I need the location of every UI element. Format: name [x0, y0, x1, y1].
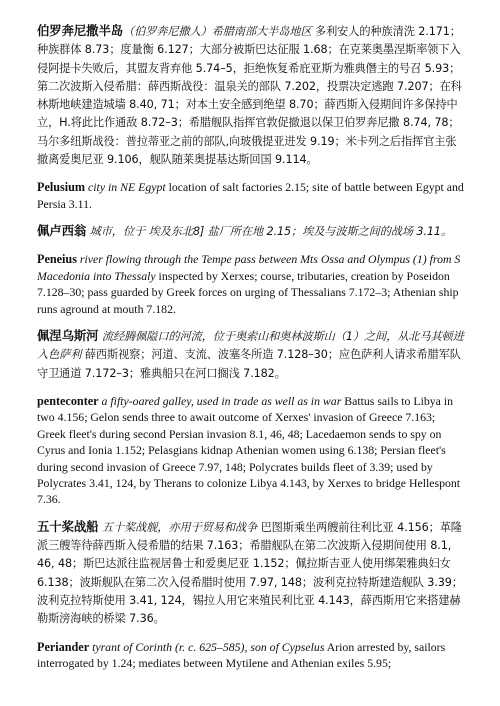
entry-headword: penteconter: [37, 394, 99, 408]
index-entry-penteconter-en: [37, 393, 464, 508]
index-entry-penteconter-zh: [37, 518, 464, 629]
entry-description: （伯罗奔尼撒人）希腊南部大半岛地区: [123, 25, 312, 38]
entry-references: 巴图斯乘坐两艘前往利比亚 4.156；革隆派三艘等待薛西斯入侵希腊的结果 7.163；希腊舰队在第二次波斯入侵期间使用 8.1, 46, 48；斯巴达派往监视居鲁士和爱奥尼亚 1.152；佩拉斯吉亚人使用绑架雅典妇女 6.138；波斯舰队在第二次入侵希腊时使用 7.97, 148；波利克拉特斯建造舰队 3.39；波利克拉特斯使用 3.41, 124，锡拉人用它来殖民利比亚 4.143，薛西斯用它来搭建赫勒斯滂海峡的桥梁 7.36。: [37, 520, 463, 626]
entry-description: river flowing through the Tempe pass between Mts Ossa and Olympus (1) from S Macedonia into Thessaly: [37, 252, 461, 283]
entry-references: 薛西斯视察；河道、支流、波塞冬所造 7.128–30；应色萨利人请求希腊军队守卫通道 7.172–3；雅典船只在河口搁浅 7.182。: [37, 348, 461, 380]
entry-description: 城市，位于 埃及东北8] 盐厂所在地 2.15；埃及与波斯之间的战场 3.11。: [86, 225, 453, 239]
entry-references: Battus sails to Libya in two 4.156; Gelon sends three to await outcome of Xerxes' invasion of Greece 7.163; Greek fleet's during second Persian invasion 8.1, 46, 48; Lacedaemon sends to spy on Cyrus and Ionia 1.152; Pelasgians kidnap Athenian women using 6.138; Persian fleet's during second invasion of Greece 7.97, 148; Polycrates builds fleet of 3.39; used by Polycrates 3.41, 124, by Therans to colonize Libya 4.143, by Xerxes to bridge Hellespont 7.36.: [37, 394, 461, 507]
entry-description: 五十桨战舰，亦用于贸易和战争: [98, 520, 258, 534]
index-entry-peneius-zh: [37, 327, 464, 383]
entry-description: tyrant of Corinth (r. c. 625–585), son of Cypselus: [89, 639, 325, 654]
entry-references: Arion arrested by, sailors interrogated by 1.24; mediates between Mytilene and Athenian exiles 5.95;: [37, 639, 446, 671]
entry-description: city in NE Egypt: [85, 180, 166, 195]
entry-description: a fifty-oared galley, used in trade as well as in war: [98, 394, 342, 408]
entry-headword: 佩卢西翁: [37, 223, 87, 239]
entry-references: inspected by Xerxes; course, tributaries, creation by Poseidon 7.128–30; pass guarded by Greek forces on urging of Thessalians 7.172–3; Athenian ship runs aground at mouth 7.182.: [37, 268, 459, 316]
entry-references: location of salt factories 2.15; site of battle between Egypt and Persia 3.11.: [37, 180, 464, 211]
index-entry-pelusium-en: [37, 179, 464, 212]
index-entry-periander-en: [37, 639, 464, 672]
entry-references: 多利安人的种族清洗 2.171；种族群体 8.73；度量衡 6.127；大部分被斯巴达征服 1.68；在克莱奥墨涅斯率领下入侵阿提卡失败后，其盟友背弃他 5.74–5，拒绝恢复希庇亚斯为雅典僭主的号召 5.93；第二次波斯入侵希腊：薛西斯战役：温泉关的部队 7.202，投票决定逃跑 7.207；在科林斯地峡建造城墙 8.40, 71；对本土安全感到绝望 8.70；薛西斯入侵期间许多保持中立，H.将此比作通敌 8.72–3；希腊舰队指挥官敦促撤退以保卫伯罗奔尼撒 8.74, 78；马尔多纽斯战役：普拉蒂亚之前的部队,向玻俄提亚进发 9.19；米卡列之后指挥官主张撤离爱奥尼亚 9.106，舰队随莱奥提基达斯回国 9.114。: [37, 25, 462, 167]
entry-description: 流经腾佩隘口的河流，位于奥索山和奥林波斯山（1）之间，从北马其顿进入色萨利: [37, 330, 464, 362]
index-entry-pelusium-zh: [37, 222, 464, 241]
index-entry-peneius-en: [37, 251, 464, 317]
entry-headword: Peneius: [37, 252, 77, 267]
entry-headword: Periander: [37, 639, 90, 654]
entry-headword: 伯罗奔尼撒半岛: [37, 23, 124, 38]
entry-headword: 佩涅乌斯河: [37, 328, 99, 344]
entry-headword: Pelusium: [37, 180, 86, 195]
entry-headword: 五十桨战船: [37, 518, 99, 534]
index-entry-peloponnese-zh: [37, 22, 464, 169]
